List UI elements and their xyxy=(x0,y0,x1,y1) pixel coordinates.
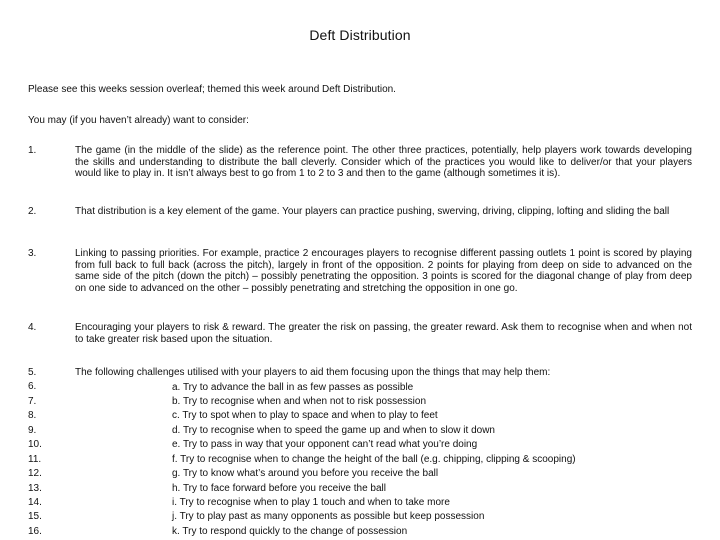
challenge-list xyxy=(172,381,576,540)
numbered-list-column xyxy=(28,366,42,539)
challenge-item: d. Try to recognise when to speed the game up and when to slow it down xyxy=(172,424,495,436)
list-number: 11. xyxy=(28,453,42,465)
list-number: 8. xyxy=(28,410,37,422)
list-number: 12. xyxy=(28,468,42,480)
list-item-number: 4. xyxy=(28,322,37,333)
list-item-3 xyxy=(28,248,692,294)
intro-text: Please see this weeks session overleaf; themed this week around Deft Distribution. xyxy=(28,84,396,95)
list-number: 5. xyxy=(28,367,37,378)
challenge-item: b. Try to recognise when and when not to risk possession xyxy=(172,395,427,407)
challenge-item: f. Try to recognise when to change the height of the ball (e.g. chipping, clipping & scooping) xyxy=(172,453,576,465)
list-number: 16. xyxy=(28,525,42,537)
list-item-4 xyxy=(28,322,692,345)
list-item-text: Encouraging your players to risk & reward. The greater the risk on passing, the greater reward. Ask them to recognise when and when not to take greater risk based upon the situation. xyxy=(75,322,692,345)
challenge-item: g. Try to know what’s around you before you receive the ball xyxy=(172,468,439,480)
list-item-number: 3. xyxy=(28,248,37,259)
list-number: 7. xyxy=(28,395,37,407)
list-item-2 xyxy=(28,206,692,218)
list-item-number: 2. xyxy=(28,206,37,217)
challenge-item: c. Try to spot when to play to space and when to play to feet xyxy=(172,410,438,422)
list-item-text: That distribution is a key element of the game. Your players can practice pushing, swerving, driving, clipping, lofting and sliding the ball xyxy=(75,206,670,217)
page-title: Deft Distribution xyxy=(309,27,411,43)
challenge-item: e. Try to pass in way that your opponent can’t read what you’re doing xyxy=(172,439,478,451)
list-number: 6. xyxy=(28,381,37,393)
challenge-item: i. Try to recognise when to play 1 touch and when to take more xyxy=(172,497,450,508)
list-number: 14. xyxy=(28,496,42,508)
list-item-1 xyxy=(28,145,692,180)
consider-text: You may (if you haven’t already) want to consider: xyxy=(28,115,249,126)
list-item-number: 1. xyxy=(28,145,37,156)
challenge-item: j. Try to play past as many opponents as possible but keep possession xyxy=(172,511,485,523)
challenge-item: a. Try to advance the ball in as few passes as possible xyxy=(172,381,414,393)
challenge-item: k. Try to respond quickly to the change of possession xyxy=(172,525,408,537)
challenge-intro-text: The following challenges utilised with your players to aid them focusing upon the things that may help them: xyxy=(75,367,551,378)
list-number: 9. xyxy=(28,424,37,436)
list-number: 15. xyxy=(28,511,42,523)
list-item-text: The game (in the middle of the slide) as the reference point. The other three practices, potentially, help players work towards developing the skills and understanding to distribute the ball cleverly. Consider which of the practices you would like to deliver/or that your players would like to play in. It isn’t always best to go from 1 to 2 to 3 and then to the game (although sometimes it is). xyxy=(75,145,692,179)
list-number: 10. xyxy=(28,439,42,451)
list-item-text: Linking to passing priorities. For example, practice 2 encourages players to recognise different passing outlets 1 point is scored by playing from full back to full back (across the pitch), largely in front of the opposition. 2 points for playing from deep on side to advanced on the same side of the pitch (down the pitch) – possibly penetrating the opposition. 3 points is scored for the diagonal change of play from deep on one side to advanced on the other – possibly penetrating and stretching the opposition in one go. xyxy=(75,248,692,294)
list-number: 13. xyxy=(28,482,42,494)
challenge-item: h. Try to face forward before you receive the ball xyxy=(172,482,386,494)
